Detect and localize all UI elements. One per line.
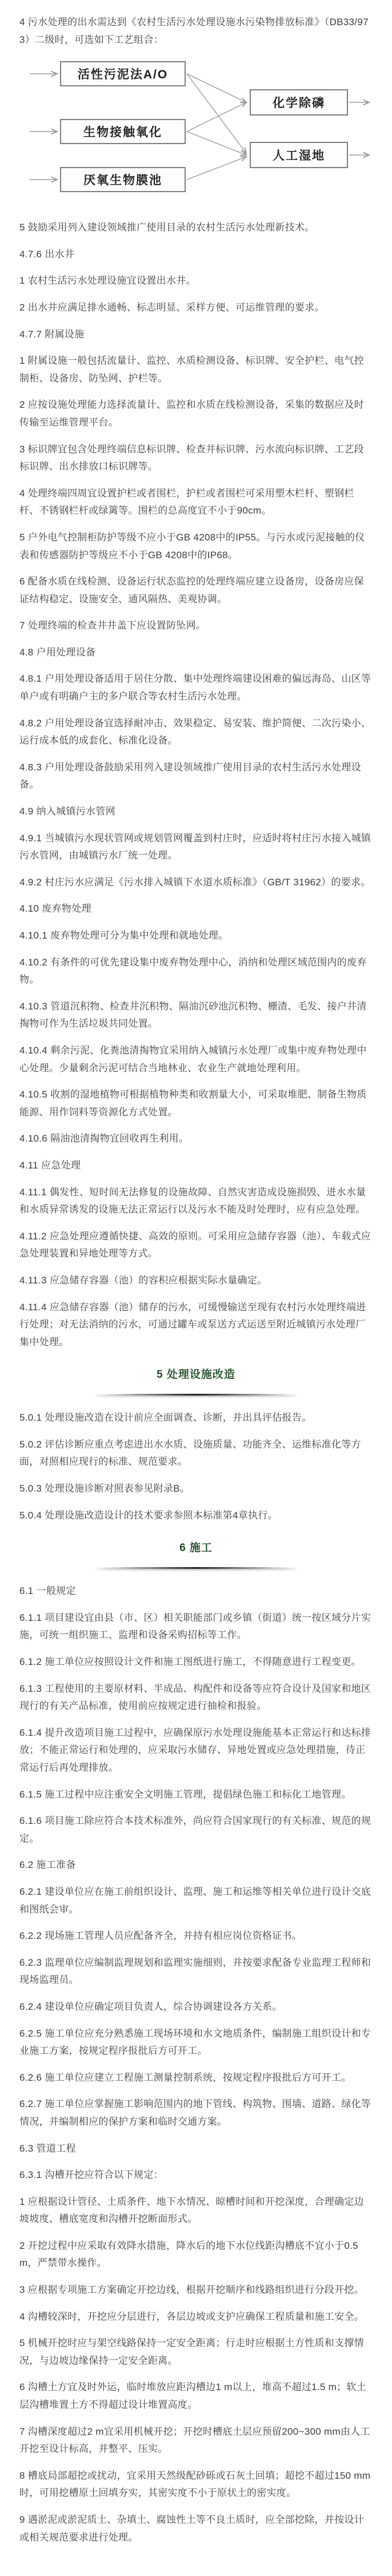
process-flow-diagram: [19, 58, 373, 202]
subheading: 4.8 户用处理设备: [19, 646, 96, 658]
paragraph: 4.10.3 管道沉积物、检查井沉积物、隔油沉砂池沉积物、栅渣、毛发、接户井清掏物可作为生活垃圾共同处置。: [19, 1000, 367, 1029]
paragraph: 6.1.3 工程使用的主要原材料、半成品、构配件和设备等应符合设计及国家和地区现行的有关产品标准，使用前应按规定进行抽检和报验。: [19, 1683, 371, 1712]
paragraph: 7 沟槽深度超过2 m宜采用机械开挖；开挖时槽底土层应预留200~300 mm由人工开挖至设计标高，并整平、压实。: [19, 2426, 370, 2455]
paragraph: 4.10.1 废弃物处理可分为集中处理和就地处理。: [19, 930, 229, 941]
subheading: 6.1 一般规定: [19, 1585, 76, 1597]
paragraph: 6.2.6 施工单位应建立工程施工测量控制系统，按规定程序报批后方可开工。: [19, 2072, 351, 2083]
section-header: 5 处理设施改造: [157, 1369, 235, 1381]
paragraph: 4.9.2 村庄污水应满足《污水排入城镇下水道水质标准》（GB/T 31962）的要求。: [19, 876, 371, 888]
paragraph: 9 遇淤泥或淤泥质土、杂填土、腐蚀性土等不良土质时，应全部挖除，并按设计或相关规范要求进行处理。: [19, 2514, 364, 2543]
paragraph: 6.2.3 监理单位应编制监理规划和监理实施细则，并按要求配备专业监理工程师和现场监理员。: [19, 1957, 371, 1986]
paragraph: 6 沟槽土方宜及时外运，临时堆放应距沟槽边1 m以上，堆高不超过1.5 m；软土层沟槽堆置土方不得超过设计堆置高度。: [19, 2382, 367, 2411]
paragraph: 5.0.3 处理设施诊断对照表参见附录B。: [19, 1483, 190, 1494]
subheading: 4.9 纳入城镇污水管网: [19, 806, 115, 817]
paragraph: 6.1.1 项目建设宜由县（市、区）相关职能部门或乡镇（街道）统一按区域分片实施，可统一组织施工、监理和设备采购招标等工作。: [19, 1612, 371, 1641]
paragraph: 2 开挖过程中应采取有效降水措施，降水后的地下水位线距沟槽底不宜小于0.5 m，严禁带水操作。: [19, 2240, 358, 2269]
paragraph: 6.1.5 施工过程中应注重安全文明施工管理，提倡绿色施工和标化工地管理。: [19, 1788, 351, 1800]
paragraph: 4.11.2 应急处理应遵循快捷、高效的原则。可采用应急储存容器（池）、车载式应急处理装置和异地处理等方式。: [19, 1230, 371, 1259]
subheading: 6.2 施工准备: [19, 1859, 76, 1871]
paragraph: 5.0.4 处理设施改造设计的技术要求参照本标准第4章执行。: [19, 1509, 278, 1521]
paragraph: 4.10.5 收割的湿地植物可根据植物种类和收割量大小，可采取堆肥、制备生物质能源、用作饲料等资源化方式处置。: [19, 1089, 367, 1118]
paragraph: 6.1.6 项目施工除应符合本技术标准外，尚应符合国家现行的有关标准、规范的规定。: [19, 1815, 371, 1844]
paragraph: 4.8.2 户用处理设备宜选择耐冲击、效果稳定、易安装、维护简便、二次污染小、运行成本低的成套化、标准化设备。: [19, 717, 371, 746]
paragraph: 5.0.2 评估诊断应重点考虑进出水水质、设施质量、功能齐全、运维标准化等方面，对照相应现行的标准、规范要求。: [19, 1438, 361, 1468]
paragraph: 4.10.2 有条件的可优先建设集中废弃物处理中心，消纳和处理区域范围内的废弃物。: [19, 956, 367, 985]
paragraph: 4.10.4 剩余污泥、化粪池清掏物宜采用纳入城镇污水处理厂或集中废弃物处理中心处理。少量剩余污泥可结合当地林业、农业生产就地处理利用。: [19, 1044, 367, 1074]
paragraph: 6 配备水质在线检测、设备运行状态监控的处理终端应建立设备房，设备房应保证结构稳定、设施安全、通风隔热、美观协调。: [19, 576, 364, 605]
paragraph: 4.8.1 户用处理设备适用于居住分散、集中处理终端建设困难的偏远海岛、山区等单户或有明确户主的多户联合等农村生活污水处理。: [19, 673, 371, 702]
paragraph: 7 处理终端的检查井井盖下应设置防坠网。: [19, 620, 206, 631]
paragraph: 6.1.2 施工单位应按照设计文件和施工图纸进行施工，不得随意进行工程变更。: [19, 1656, 361, 1668]
paragraph: 5 户外电气控制柜防护等级不应小于GB 4208中的IP55。与污水或污泥接触的仪表和传感器防护等级应不小于GB 4208中的IP68。: [19, 531, 365, 560]
subheading: 4.7.6 出水井: [19, 248, 75, 260]
subheading: 4.11 应急处理: [19, 1159, 81, 1171]
section-divider: [95, 1394, 298, 1396]
paragraph: 4.11.3 应急储存容器（池）的容积应根据实际水量确定。: [19, 1274, 267, 1286]
section-divider: [95, 1567, 298, 1569]
paragraph: 6.2.7 施工单位应掌握施工影响范围内的地下管线、构筑物、围墙、道路、绿化等情况，并编制相应的保护方案和临时交通方案。: [19, 2098, 371, 2127]
diagram-box-activated-sludge-ao: 活性污泥法A/O: [60, 61, 186, 86]
diagram-box-constructed-wetland: 人工湿地: [250, 142, 348, 168]
subheading: 6.3 管道工程: [19, 2142, 76, 2154]
paragraph: 6.2.5 施工单位应充分熟悉施工现场环境和水文地质条件，编制施工组织设计和专业施工方案，按规定程序报批后方可开工。: [19, 2028, 371, 2057]
paragraph: 4.9.1 当城镇污水现状管网或规划管网覆盖到村庄时，应适时将村庄污水接入城镇污水管网，由城镇污水厂统一处理。: [19, 832, 371, 861]
paragraph: 8 槽底局部超挖或扰动，宜采用天然级配砂砾或石灰土回填；超挖不超过150 mm时，可用挖槽原土回填夯实，其密实度不小于原状土的密实度。: [19, 2470, 371, 2499]
subheading: 4.7.7 附属设施: [19, 328, 85, 340]
paragraph: 6.1.4 提升改造项目施工过程中，应确保原污水处理设施能基本正常运行和达标排放；不能正常运行和处理的，应采取污水储存、异地处置或应急处理措施，待正常运行后再处理排放。: [19, 1727, 371, 1773]
paragraph: 1 附属设施一般包括流量计、监控、水质检测设备、标识牌、安全护栏、电气控制柜、设备房、防坠网、护栏等。: [19, 355, 364, 384]
paragraph: 4 沟槽较深时，开挖应分层进行，各层边坡或支护应确保工程质量和施工安全。: [19, 2311, 364, 2322]
section-header-block: [19, 1366, 373, 1396]
paragraph: 3 标识牌宜包含处理终端信息标识牌、检查井标识牌、污水流向标识牌、工艺段标识牌、出水排放口标识牌等。: [19, 443, 364, 472]
section-header: 6 施工: [179, 1542, 213, 1555]
paragraph: 6.2.4 建设单位应确定项目负责人，综合协调建设各方关系。: [19, 2001, 282, 2012]
paragraph: 4.10.6 隔油池清掏物宜回收再生利用。: [19, 1133, 189, 1144]
paragraph: 1 农村生活污水处理设施宜设置出水井。: [19, 275, 196, 287]
paragraph: 4.11.1 偶发性、短时间无法修复的设施故障、自然灾害造成设施损毁、进水水量和水质异常诱发的设施无法正常运行以及污水不能及时处理时，应有应急处理。: [19, 1186, 366, 1215]
paragraph: 3 应根据专项施工方案确定开挖边线，根据开挖顺序和线路组织进行分段开挖。: [19, 2284, 364, 2296]
paragraph: 2 出水井应满足排水通畅、标志明显、采样方便、可运维管理的要求。: [19, 301, 325, 313]
paragraph: 4.8.3 户用处理设备鼓励采用列入建设领域推广使用目录的农村生活污水处理设备。: [19, 761, 361, 790]
paragraph: 6.3.1 沟槽开挖应符合以下规定：: [19, 2169, 163, 2181]
paragraph: 4.11.4 应急储存容器（池）储存的污水，可缓慢输送至现有农村污水处理终端进行处理；对无法消纳的污水，可通过罐车或泵送方式运送至附近城镇污水处理厂集中处理。: [19, 1301, 366, 1347]
paragraph: 6.2.2 现场施工管理人员应配备齐全，并持有相应岗位资格证书。: [19, 1930, 302, 1942]
diagram-box-chemical-phosphorus-removal: 化学除磷: [250, 89, 348, 116]
diagram-box-bio-contact-oxidation: 生物接触氧化: [60, 119, 186, 144]
paragraph: 4 处理终端四周宜设置护栏或者围栏，护栏或者围栏可采用塑木栏杆、塑钢栏杆、不锈钢栏杆或绿篱等。围栏的总高度宜不小于90cm。: [19, 487, 354, 516]
paragraph: 4 污水处理的出水需达到《农村生活污水处理设施水污染物排放标准》（DB33/973）二级时，可选如下工艺组合：: [19, 17, 369, 45]
paragraph: 6.2.1 建设单位应在施工前组织设计、监理、施工和运维等相关单位进行设计交底和图纸会审。: [19, 1886, 371, 1915]
subheading: 4.10 废弃物处理: [19, 903, 91, 915]
section-header-block: [19, 1539, 373, 1569]
paragraph: 5 机械开挖时应与架空线路保持一定安全距离；行走时应根据土方性质和支撑情况，与边坡边缘保持一定安全距离。: [19, 2338, 364, 2366]
paragraph: 1 应根据设计管径、土质条件、地下水情况、晾槽时间和开挖深度，合理确定边坡坡度、槽底宽度和沟槽开挖断面形式。: [19, 2196, 364, 2225]
paragraph: 2 应按设施处理能力选择流量计、监控和水质在线检测设备，采集的数据应及时传输至运维管理平台。: [19, 399, 364, 428]
paragraph: 5.0.1 处理设施改造在设计前应全面调查、诊断，并出具评估报告。: [19, 1412, 312, 1424]
paragraph: 5 鼓励采用列入建设领域推广使用目录的农村生活污水处理新技术。: [19, 222, 315, 233]
diagram-box-anaerobic-biofilm-tank: 厌氧生物膜池: [60, 167, 186, 192]
